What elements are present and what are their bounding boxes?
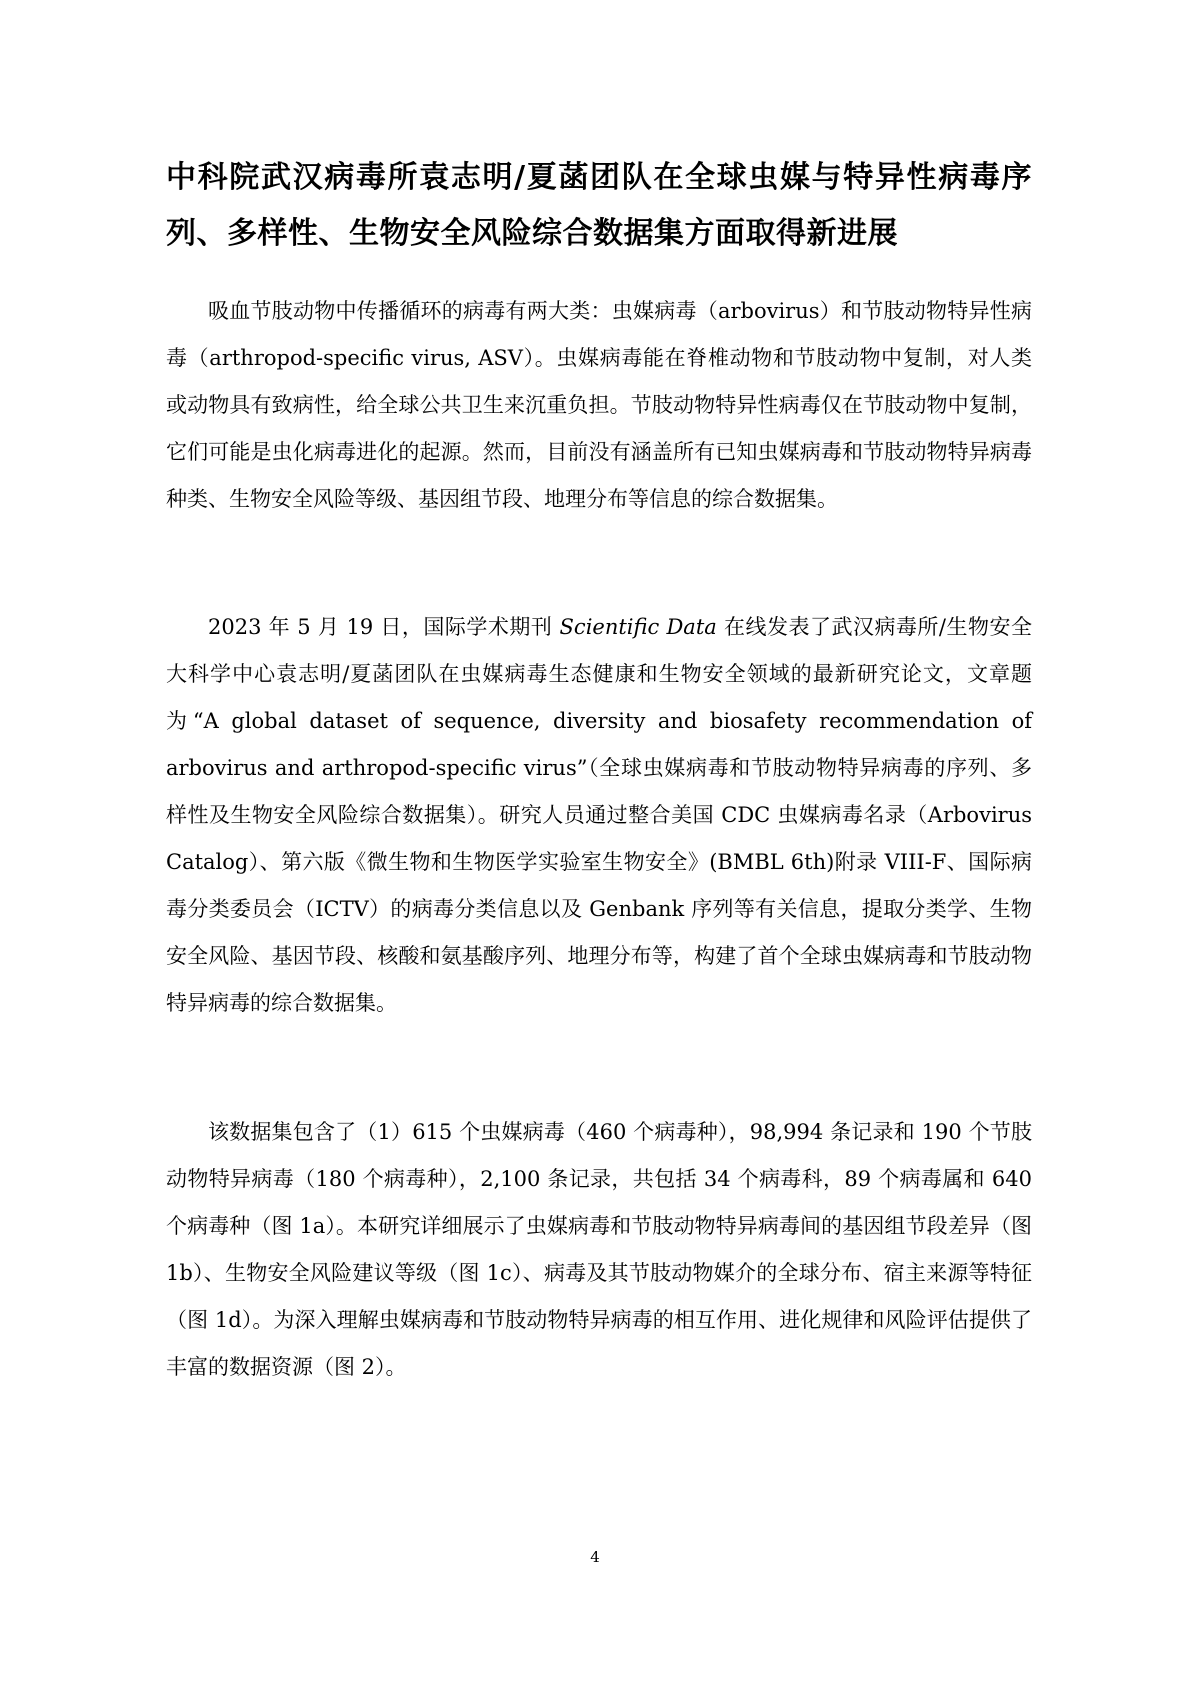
paragraph-intro: 吸血节肢动物中传播循环的病毒有两大类：虫媒病毒（arbovirus）和节肢动物特异性病毒（arthropod-specific virus, ASV）。虫媒病毒能在脊椎动物和节肢动物中复制，对人类或动物具有致病性，给全球公共卫生来沉重负担。节肢动物特异性病毒仅在节肢动物中复制，它们可能是虫化病毒进化的起源。然而，目前没有涵盖所有已知虫媒病毒和节肢动物特异病毒种类、生物安全风险等级、基因组节段、地理分布等信息的综合数据集。 <box>166 299 1032 511</box>
article-title: 中科院武汉病毒所袁志明/夏菡团队在全球虫媒与特异性病毒序列、多样性、生物安全风险综合数据集方面取得新进展 <box>166 160 1032 251</box>
journal-name: Scientific Data <box>559 615 717 639</box>
paragraph-publication-part1: 2023 年 5 月 19 日，国际学术期刊 <box>208 615 560 639</box>
page-number: 4 <box>590 1548 600 1566</box>
paragraph-dataset-summary: 该数据集包含了（1）615 个虫媒病毒（460 个病毒种），98,994 条记录和 190 个节肢动物特异病毒（180 个病毒种），2,100 条记录，共包括 34 个病毒科，89 个病毒属和 640 个病毒种（图 1a）。本研究详细展示了虫媒病毒和节肢动物特异病毒间的基因组节段差异（图 1b）、生物安全风险建议等级（图 1c）、病毒及其节肢动物媒介的全球分布、宿主来源等特征（图 1d）。为深入理解虫媒病毒和节肢动物特异病毒的相互作用、进化规律和风险评估提供了丰富的数据资源（图 2）。 <box>166 1120 1032 1379</box>
paragraph-publication-part2: 在线发表了武汉病毒所/生物安全大科学中心袁志明/夏菡团队在虫媒病毒生态健康和生物安全领域的最新研究论文，文章题为“A global dataset of sequence, diversity and biosafety recommendation of arbovirus and arthropod-specific virus”（全球虫媒病毒和节肢动物特异病毒的序列、多样性及生物安全风险综合数据集）。研究人员通过整合美国 CDC 虫媒病毒名录（Arbovirus Catalog）、第六版《微生物和生物医学实验室生物安全》(BMBL 6th)附录 VIII-F、国际病毒分类委员会（ICTV）的病毒分类信息以及 Genbank 序列等有关信息，提取分类学、生物安全风险、基因节段、核酸和氨基酸序列、地理分布等，构建了首个全球虫媒病毒和节肢动物特异病毒的综合数据集。 <box>166 615 1033 1015</box>
paragraph-publication <box>166 604 1032 1027</box>
